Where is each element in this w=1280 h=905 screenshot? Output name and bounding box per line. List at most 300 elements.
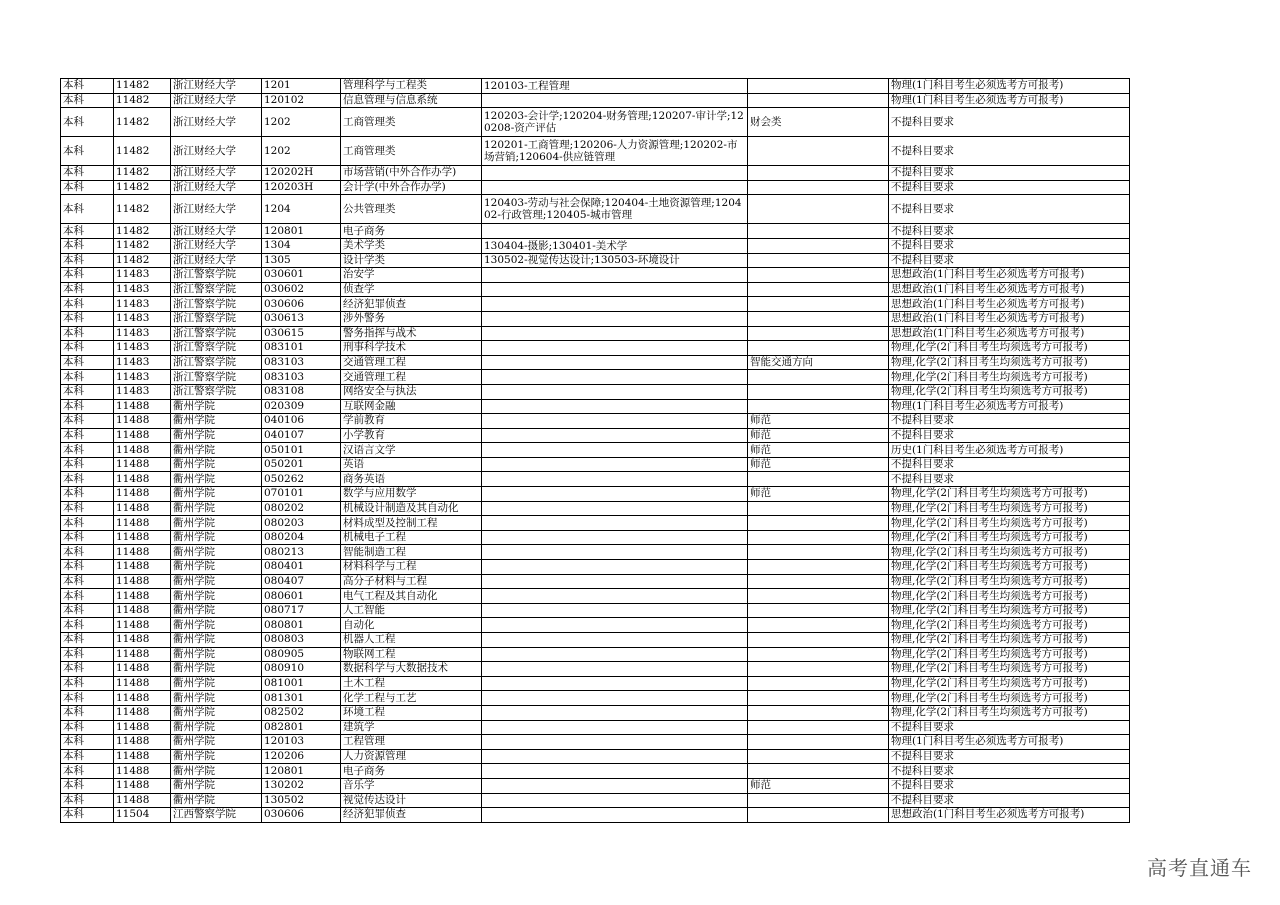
school-code-cell: 11482 <box>114 195 171 224</box>
major-code-cell: 1201 <box>262 79 341 94</box>
school-code-cell: 11482 <box>114 166 171 181</box>
subject-requirement-cell: 物理(1门科目考生必须选考方可报考) <box>889 79 1130 94</box>
school-name-cell: 浙江财经大学 <box>171 180 262 195</box>
subject-requirement-cell: 不提科目要求 <box>889 428 1130 443</box>
major-code-cell: 120801 <box>262 224 341 239</box>
level-cell: 本科 <box>61 268 114 283</box>
subject-requirement-cell: 不提科目要求 <box>889 749 1130 764</box>
major-name-cell: 交通管理工程 <box>341 355 482 370</box>
school-code-cell: 11488 <box>114 749 171 764</box>
school-name-cell: 江西警察学院 <box>171 808 262 823</box>
major-code-cell: 120202H <box>262 166 341 181</box>
major-code-cell: 050201 <box>262 457 341 472</box>
major-name-cell: 经济犯罪侦查 <box>341 808 482 823</box>
school-code-cell: 11488 <box>114 735 171 750</box>
major-name-cell: 管理科学与工程类 <box>341 79 482 94</box>
school-name-cell: 浙江警察学院 <box>171 341 262 356</box>
major-code-cell: 030601 <box>262 268 341 283</box>
included-majors-cell <box>482 311 748 326</box>
subject-requirement-cell: 物理,化学(2门科目考生均须选考方可报考) <box>889 341 1130 356</box>
included-majors-cell <box>482 676 748 691</box>
subject-requirement-cell: 物理,化学(2门科目考生均须选考方可报考) <box>889 560 1130 575</box>
level-cell: 本科 <box>61 282 114 297</box>
level-cell: 本科 <box>61 662 114 677</box>
level-cell: 本科 <box>61 545 114 560</box>
note-cell <box>748 589 889 604</box>
major-code-cell: 130202 <box>262 778 341 793</box>
included-majors-cell <box>482 778 748 793</box>
level-cell: 本科 <box>61 793 114 808</box>
major-code-cell: 080203 <box>262 516 341 531</box>
table-row <box>61 691 1130 706</box>
school-name-cell: 衢州学院 <box>171 472 262 487</box>
school-name-cell: 浙江财经大学 <box>171 137 262 166</box>
table-row <box>61 589 1130 604</box>
note-cell <box>748 399 889 414</box>
level-cell: 本科 <box>61 166 114 181</box>
table-row <box>61 633 1130 648</box>
table-row <box>61 108 1130 137</box>
school-name-cell: 浙江警察学院 <box>171 311 262 326</box>
note-cell <box>748 341 889 356</box>
note-cell <box>748 764 889 779</box>
school-name-cell: 衢州学院 <box>171 749 262 764</box>
school-code-cell: 11482 <box>114 253 171 268</box>
major-name-cell: 汉语言文学 <box>341 443 482 458</box>
note-cell <box>748 79 889 94</box>
school-code-cell: 11488 <box>114 603 171 618</box>
included-majors-cell <box>482 749 748 764</box>
school-code-cell: 11483 <box>114 341 171 356</box>
level-cell: 本科 <box>61 93 114 108</box>
level-cell: 本科 <box>61 516 114 531</box>
subject-requirement-cell: 不提科目要求 <box>889 108 1130 137</box>
school-name-cell: 衢州学院 <box>171 501 262 516</box>
table-row <box>61 180 1130 195</box>
table-row <box>61 676 1130 691</box>
school-name-cell: 浙江财经大学 <box>171 238 262 253</box>
major-code-cell: 020309 <box>262 399 341 414</box>
subject-requirement-cell: 不提科目要求 <box>889 764 1130 779</box>
major-code-cell: 080717 <box>262 603 341 618</box>
subject-requirement-cell: 不提科目要求 <box>889 195 1130 224</box>
major-name-cell: 信息管理与信息系统 <box>341 93 482 108</box>
level-cell: 本科 <box>61 749 114 764</box>
subject-requirement-cell: 不提科目要求 <box>889 472 1130 487</box>
subject-requirement-cell: 思想政治(1门科目考生必须选考方可报考) <box>889 282 1130 297</box>
note-cell: 财会类 <box>748 108 889 137</box>
level-cell: 本科 <box>61 311 114 326</box>
table-row <box>61 778 1130 793</box>
subject-requirement-cell: 物理(1门科目考生必须选考方可报考) <box>889 735 1130 750</box>
table-row <box>61 749 1130 764</box>
major-name-cell: 土木工程 <box>341 676 482 691</box>
school-name-cell: 衢州学院 <box>171 764 262 779</box>
major-name-cell: 交通管理工程 <box>341 370 482 385</box>
major-name-cell: 刑事科学技术 <box>341 341 482 356</box>
school-code-cell: 11488 <box>114 778 171 793</box>
school-code-cell: 11482 <box>114 137 171 166</box>
table-row <box>61 384 1130 399</box>
level-cell: 本科 <box>61 253 114 268</box>
table-row <box>61 195 1130 224</box>
major-name-cell: 智能制造工程 <box>341 545 482 560</box>
table-row <box>61 764 1130 779</box>
table-row <box>61 341 1130 356</box>
table-row <box>61 545 1130 560</box>
included-majors-cell <box>482 735 748 750</box>
subject-requirement-cell: 物理,化学(2门科目考生均须选考方可报考) <box>889 662 1130 677</box>
school-name-cell: 衢州学院 <box>171 457 262 472</box>
note-cell <box>748 370 889 385</box>
school-name-cell: 浙江财经大学 <box>171 195 262 224</box>
school-code-cell: 11483 <box>114 384 171 399</box>
included-majors-cell <box>482 487 748 502</box>
subject-requirement-cell: 不提科目要求 <box>889 137 1130 166</box>
school-code-cell: 11483 <box>114 311 171 326</box>
table-row <box>61 93 1130 108</box>
subject-requirement-cell: 思想政治(1门科目考生必须选考方可报考) <box>889 297 1130 312</box>
subject-requirement-cell: 思想政治(1门科目考生必须选考方可报考) <box>889 311 1130 326</box>
major-code-cell: 070101 <box>262 487 341 502</box>
level-cell: 本科 <box>61 691 114 706</box>
included-majors-cell <box>482 224 748 239</box>
major-name-cell: 网络安全与执法 <box>341 384 482 399</box>
major-name-cell: 机器人工程 <box>341 633 482 648</box>
major-code-cell: 081001 <box>262 676 341 691</box>
level-cell: 本科 <box>61 195 114 224</box>
level-cell: 本科 <box>61 79 114 94</box>
included-majors-cell <box>482 384 748 399</box>
school-name-cell: 衢州学院 <box>171 574 262 589</box>
subject-requirement-cell: 不提科目要求 <box>889 166 1130 181</box>
school-name-cell: 衢州学院 <box>171 662 262 677</box>
school-code-cell: 11488 <box>114 457 171 472</box>
major-name-cell: 人力资源管理 <box>341 749 482 764</box>
school-code-cell: 11488 <box>114 764 171 779</box>
school-name-cell: 衢州学院 <box>171 414 262 429</box>
level-cell: 本科 <box>61 705 114 720</box>
subject-requirement-cell: 物理(1门科目考生必须选考方可报考) <box>889 93 1130 108</box>
school-name-cell: 浙江警察学院 <box>171 282 262 297</box>
school-name-cell: 衢州学院 <box>171 705 262 720</box>
major-code-cell: 080213 <box>262 545 341 560</box>
level-cell: 本科 <box>61 735 114 750</box>
major-code-cell: 080803 <box>262 633 341 648</box>
subject-requirement-cell: 不提科目要求 <box>889 720 1130 735</box>
table-row <box>61 705 1130 720</box>
major-code-cell: 080905 <box>262 647 341 662</box>
level-cell: 本科 <box>61 647 114 662</box>
level-cell: 本科 <box>61 355 114 370</box>
school-code-cell: 11488 <box>114 589 171 604</box>
table-row <box>61 224 1130 239</box>
major-name-cell: 经济犯罪侦查 <box>341 297 482 312</box>
major-name-cell: 机械电子工程 <box>341 530 482 545</box>
major-code-cell: 080910 <box>262 662 341 677</box>
subject-requirement-cell: 物理,化学(2门科目考生均须选考方可报考) <box>889 647 1130 662</box>
school-name-cell: 衢州学院 <box>171 428 262 443</box>
note-cell <box>748 545 889 560</box>
school-code-cell: 11488 <box>114 633 171 648</box>
subject-requirement-cell: 物理(1门科目考生必须选考方可报考) <box>889 399 1130 414</box>
subject-requirement-cell: 物理,化学(2门科目考生均须选考方可报考) <box>889 516 1130 531</box>
major-code-cell: 120102 <box>262 93 341 108</box>
table-row <box>61 472 1130 487</box>
level-cell: 本科 <box>61 501 114 516</box>
note-cell <box>748 224 889 239</box>
subject-requirement-cell: 不提科目要求 <box>889 414 1130 429</box>
note-cell <box>748 618 889 633</box>
included-majors-cell <box>482 516 748 531</box>
school-code-cell: 11482 <box>114 238 171 253</box>
table-row <box>61 647 1130 662</box>
school-code-cell: 11488 <box>114 530 171 545</box>
note-cell <box>748 793 889 808</box>
included-majors-cell <box>482 370 748 385</box>
major-name-cell: 互联网金融 <box>341 399 482 414</box>
school-code-cell: 11482 <box>114 108 171 137</box>
school-code-cell: 11488 <box>114 720 171 735</box>
level-cell: 本科 <box>61 370 114 385</box>
included-majors-cell <box>482 720 748 735</box>
major-code-cell: 082801 <box>262 720 341 735</box>
note-cell <box>748 268 889 283</box>
table-row <box>61 662 1130 677</box>
level-cell: 本科 <box>61 108 114 137</box>
major-name-cell: 学前教育 <box>341 414 482 429</box>
major-code-cell: 083101 <box>262 341 341 356</box>
table-row <box>61 355 1130 370</box>
table-row <box>61 574 1130 589</box>
included-majors-cell <box>482 93 748 108</box>
major-name-cell: 英语 <box>341 457 482 472</box>
major-name-cell: 市场营销(中外合作办学) <box>341 166 482 181</box>
school-code-cell: 11482 <box>114 93 171 108</box>
major-code-cell: 120206 <box>262 749 341 764</box>
included-majors-cell: 120403-劳动与社会保障;120404-土地资源管理;120402-行政管理;120405-城市管理 <box>482 195 748 224</box>
school-code-cell: 11488 <box>114 414 171 429</box>
level-cell: 本科 <box>61 297 114 312</box>
table-row <box>61 79 1130 94</box>
table-row <box>61 530 1130 545</box>
included-majors-cell <box>482 501 748 516</box>
major-name-cell: 机械设计制造及其自动化 <box>341 501 482 516</box>
table-row <box>61 137 1130 166</box>
subject-requirement-cell: 物理,化学(2门科目考生均须选考方可报考) <box>889 530 1130 545</box>
table-row <box>61 311 1130 326</box>
subject-requirement-cell: 不提科目要求 <box>889 778 1130 793</box>
note-cell <box>748 180 889 195</box>
school-name-cell: 浙江警察学院 <box>171 268 262 283</box>
school-name-cell: 衢州学院 <box>171 443 262 458</box>
included-majors-cell <box>482 705 748 720</box>
note-cell <box>748 574 889 589</box>
subject-requirement-cell: 不提科目要求 <box>889 793 1130 808</box>
note-cell <box>748 603 889 618</box>
subject-requirement-cell: 不提科目要求 <box>889 224 1130 239</box>
school-name-cell: 衢州学院 <box>171 676 262 691</box>
table-row <box>61 793 1130 808</box>
note-cell <box>748 647 889 662</box>
school-name-cell: 衢州学院 <box>171 530 262 545</box>
school-code-cell: 11482 <box>114 180 171 195</box>
major-code-cell: 050262 <box>262 472 341 487</box>
included-majors-cell <box>482 764 748 779</box>
subject-requirement-cell: 物理,化学(2门科目考生均须选考方可报考) <box>889 705 1130 720</box>
included-majors-cell <box>482 589 748 604</box>
note-cell <box>748 326 889 341</box>
major-name-cell: 涉外警务 <box>341 311 482 326</box>
level-cell: 本科 <box>61 574 114 589</box>
subject-requirement-cell: 物理,化学(2门科目考生均须选考方可报考) <box>889 487 1130 502</box>
school-code-cell: 11488 <box>114 516 171 531</box>
school-code-cell: 11483 <box>114 326 171 341</box>
table-row <box>61 326 1130 341</box>
subject-requirement-cell: 物理,化学(2门科目考生均须选考方可报考) <box>889 545 1130 560</box>
note-cell: 师范 <box>748 443 889 458</box>
included-majors-cell <box>482 662 748 677</box>
major-name-cell: 公共管理类 <box>341 195 482 224</box>
school-name-cell: 浙江财经大学 <box>171 224 262 239</box>
included-majors-cell <box>482 691 748 706</box>
school-code-cell: 11483 <box>114 282 171 297</box>
major-name-cell: 建筑学 <box>341 720 482 735</box>
table-row <box>61 268 1130 283</box>
major-code-cell: 080601 <box>262 589 341 604</box>
school-code-cell: 11488 <box>114 618 171 633</box>
included-majors-cell <box>482 545 748 560</box>
school-name-cell: 浙江财经大学 <box>171 93 262 108</box>
note-cell <box>748 749 889 764</box>
note-cell: 师范 <box>748 457 889 472</box>
school-code-cell: 11504 <box>114 808 171 823</box>
major-name-cell: 视觉传达设计 <box>341 793 482 808</box>
school-name-cell: 衢州学院 <box>171 735 262 750</box>
included-majors-cell <box>482 414 748 429</box>
school-name-cell: 衢州学院 <box>171 589 262 604</box>
major-code-cell: 082502 <box>262 705 341 720</box>
major-code-cell: 080202 <box>262 501 341 516</box>
school-name-cell: 衢州学院 <box>171 399 262 414</box>
level-cell: 本科 <box>61 472 114 487</box>
school-code-cell: 11488 <box>114 574 171 589</box>
major-name-cell: 电子商务 <box>341 224 482 239</box>
included-majors-cell <box>482 530 748 545</box>
subject-requirement-cell: 物理,化学(2门科目考生均须选考方可报考) <box>889 603 1130 618</box>
school-code-cell: 11488 <box>114 662 171 677</box>
major-code-cell: 1305 <box>262 253 341 268</box>
school-code-cell: 11488 <box>114 647 171 662</box>
school-code-cell: 11488 <box>114 428 171 443</box>
major-name-cell: 小学教育 <box>341 428 482 443</box>
major-name-cell: 工商管理类 <box>341 137 482 166</box>
subject-requirement-cell: 不提科目要求 <box>889 457 1130 472</box>
school-name-cell: 浙江财经大学 <box>171 108 262 137</box>
note-cell <box>748 662 889 677</box>
note-cell <box>748 195 889 224</box>
school-code-cell: 11488 <box>114 399 171 414</box>
major-name-cell: 工程管理 <box>341 735 482 750</box>
note-cell <box>748 282 889 297</box>
school-code-cell: 11483 <box>114 297 171 312</box>
note-cell <box>748 166 889 181</box>
included-majors-cell <box>482 428 748 443</box>
major-name-cell: 工商管理类 <box>341 108 482 137</box>
included-majors-cell: 120203-会计学;120204-财务管理;120207-审计学;120208-资产评估 <box>482 108 748 137</box>
school-code-cell: 11482 <box>114 224 171 239</box>
level-cell: 本科 <box>61 384 114 399</box>
table-row <box>61 735 1130 750</box>
school-code-cell: 11488 <box>114 560 171 575</box>
major-code-cell: 040106 <box>262 414 341 429</box>
level-cell: 本科 <box>61 676 114 691</box>
note-cell: 师范 <box>748 487 889 502</box>
subject-requirement-cell: 思想政治(1门科目考生必须选考方可报考) <box>889 326 1130 341</box>
school-code-cell: 11483 <box>114 370 171 385</box>
school-name-cell: 浙江警察学院 <box>171 370 262 385</box>
included-majors-cell: 130502-视觉传达设计;130503-环境设计 <box>482 253 748 268</box>
major-code-cell: 083108 <box>262 384 341 399</box>
subject-requirement-cell: 思想政治(1门科目考生必须选考方可报考) <box>889 808 1130 823</box>
level-cell: 本科 <box>61 618 114 633</box>
level-cell: 本科 <box>61 443 114 458</box>
table-row <box>61 166 1130 181</box>
school-name-cell: 浙江警察学院 <box>171 297 262 312</box>
school-code-cell: 11488 <box>114 501 171 516</box>
included-majors-cell <box>482 180 748 195</box>
school-name-cell: 浙江财经大学 <box>171 253 262 268</box>
school-code-cell: 11488 <box>114 443 171 458</box>
school-name-cell: 浙江财经大学 <box>171 166 262 181</box>
major-code-cell: 030615 <box>262 326 341 341</box>
table-row <box>61 253 1130 268</box>
subject-requirement-cell: 物理,化学(2门科目考生均须选考方可报考) <box>889 618 1130 633</box>
subject-requirement-cell: 物理,化学(2门科目考生均须选考方可报考) <box>889 633 1130 648</box>
note-cell <box>748 808 889 823</box>
note-cell <box>748 238 889 253</box>
subject-requirement-cell: 物理,化学(2门科目考生均须选考方可报考) <box>889 370 1130 385</box>
included-majors-cell <box>482 268 748 283</box>
school-name-cell: 衢州学院 <box>171 720 262 735</box>
major-name-cell: 音乐学 <box>341 778 482 793</box>
major-code-cell: 080401 <box>262 560 341 575</box>
major-code-cell: 083103 <box>262 370 341 385</box>
level-cell: 本科 <box>61 341 114 356</box>
subject-requirement-cell: 不提科目要求 <box>889 180 1130 195</box>
note-cell <box>748 691 889 706</box>
included-majors-cell <box>482 560 748 575</box>
subject-requirement-cell: 物理,化学(2门科目考生均须选考方可报考) <box>889 691 1130 706</box>
included-majors-cell <box>482 808 748 823</box>
school-name-cell: 衢州学院 <box>171 516 262 531</box>
major-code-cell: 1304 <box>262 238 341 253</box>
school-name-cell: 衢州学院 <box>171 647 262 662</box>
major-name-cell: 高分子材料与工程 <box>341 574 482 589</box>
level-cell: 本科 <box>61 603 114 618</box>
school-name-cell: 浙江警察学院 <box>171 384 262 399</box>
level-cell: 本科 <box>61 137 114 166</box>
note-cell <box>748 311 889 326</box>
table-row <box>61 808 1130 823</box>
note-cell <box>748 633 889 648</box>
note-cell <box>748 530 889 545</box>
school-code-cell: 11488 <box>114 487 171 502</box>
major-code-cell: 030606 <box>262 808 341 823</box>
included-majors-cell <box>482 399 748 414</box>
major-code-cell: 030613 <box>262 311 341 326</box>
school-code-cell: 11488 <box>114 472 171 487</box>
